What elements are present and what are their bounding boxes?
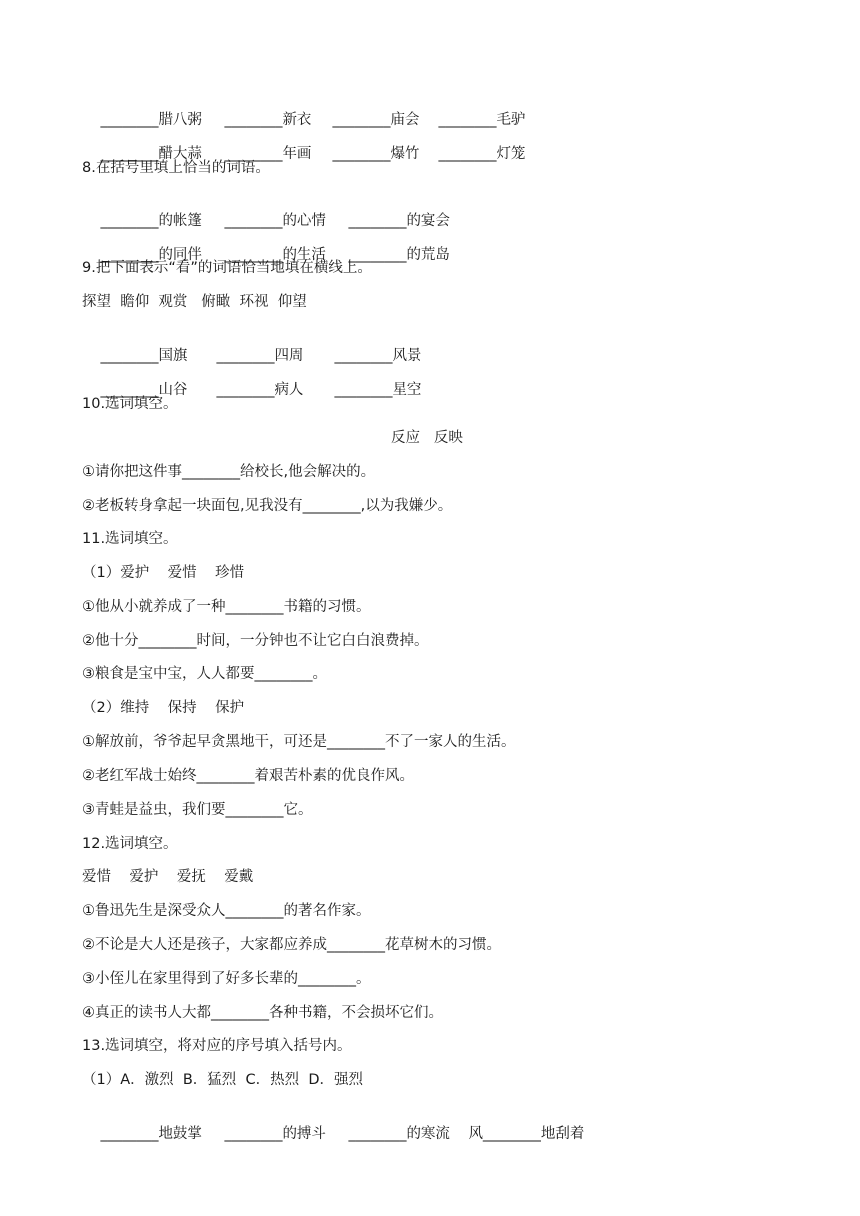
q8-heading: 8.在括号里填上恰当的词语。: [82, 160, 270, 176]
fill-item: ________的宴会: [348, 213, 450, 229]
fill-item: ________年画: [224, 146, 312, 162]
q12-sentence-2: ②不论是大人还是孩子，大家都应养成________花草树木的习惯。: [82, 937, 501, 953]
fill-item: ________腊八粥: [100, 112, 202, 128]
q10-sentence-2: ②老板转身拿起一块面包,见我没有________,以为我嫌少。: [82, 498, 453, 514]
fill-item: ________国旗: [100, 348, 188, 364]
fill-item: ________醋大蒜: [100, 146, 202, 162]
fill-item: ________地鼓掌: [100, 1126, 202, 1142]
q11-part1-sentence-2: ②他十分________时间，一分钟也不让它白白浪费掉。: [82, 633, 429, 649]
q11-part2-word-bank: （2）维持 保持 保护: [82, 700, 245, 716]
q12-sentence-3: ③小侄儿在家里得到了好多长辈的________。: [82, 971, 371, 987]
fill-item: ________爆竹: [332, 146, 420, 162]
q13-options: （1）A．激烈 B．猛烈 C．热烈 D．强烈: [82, 1072, 364, 1088]
fill-item: ________毛驴: [438, 112, 526, 128]
fill-item: ________星空: [334, 382, 422, 398]
fill-item: ________新衣: [224, 112, 312, 128]
q9-word-bank: 探望 瞻仰 观赏 俯瞰 环视 仰望: [82, 294, 307, 310]
q11-part1-word-bank: （1）爱护 爱惜 珍惜: [82, 565, 245, 581]
fill-item: ________的荒岛: [348, 247, 450, 263]
fill-item: ________的心情: [224, 213, 326, 229]
q11-heading: 11.选词填空。: [82, 531, 178, 547]
fill-item: ________病人: [216, 382, 304, 398]
q11-part2-sentence-3: ③青蛙是益虫，我们要________它。: [82, 802, 313, 818]
fill-item: ________的寒流: [348, 1126, 450, 1142]
fill-item: ________山谷: [100, 382, 188, 398]
q11-part1-sentence-3: ③粮食是宝中宝，人人都要________。: [82, 666, 327, 682]
q12-heading: 12.选词填空。: [82, 836, 178, 852]
fill-item: ________风景: [334, 348, 422, 364]
q12-sentence-4: ④真正的读书人大都________各种书籍，不会损坏它们。: [82, 1005, 443, 1021]
fill-item: ________的帐篷: [100, 213, 202, 229]
fill-item: 风________地刮着: [468, 1126, 585, 1142]
q11-part1-sentence-1: ①他从小就养成了一种________书籍的习惯。: [82, 599, 371, 615]
q12-sentence-1: ①鲁迅先生是深受众人________的著名作家。: [82, 903, 371, 919]
fill-item: ________的搏斗: [224, 1126, 326, 1142]
q10-sentence-1: ①请你把这件事________给校长,他会解决的。: [82, 464, 376, 480]
fill-item: ________庙会: [332, 112, 420, 128]
fill-item: ________的生活: [224, 247, 326, 263]
q10-heading: 10.选词填空。: [82, 396, 178, 412]
q13-heading: 13.选词填空，将对应的序号填入括号内。: [82, 1038, 352, 1054]
q9-heading: 9.把下面表示“看”的词语恰当地填在横线上。: [82, 260, 372, 276]
fill-item: ________四周: [216, 348, 304, 364]
q10-word-bank: 反应 反映: [391, 430, 463, 446]
q11-part2-sentence-1: ①解放前，爷爷起早贪黑地干，可还是________不了一家人的生活。: [82, 734, 516, 750]
q12-word-bank: 爱惜 爱护 爱抚 爱戴: [82, 869, 254, 885]
fill-item: ________的同伴: [100, 247, 202, 263]
q11-part2-sentence-2: ②老红军战士始终________着艰苦朴素的优良作风。: [82, 768, 414, 784]
fill-item: ________灯笼: [438, 146, 526, 162]
q13-row-1: [82, 1104, 584, 1164]
